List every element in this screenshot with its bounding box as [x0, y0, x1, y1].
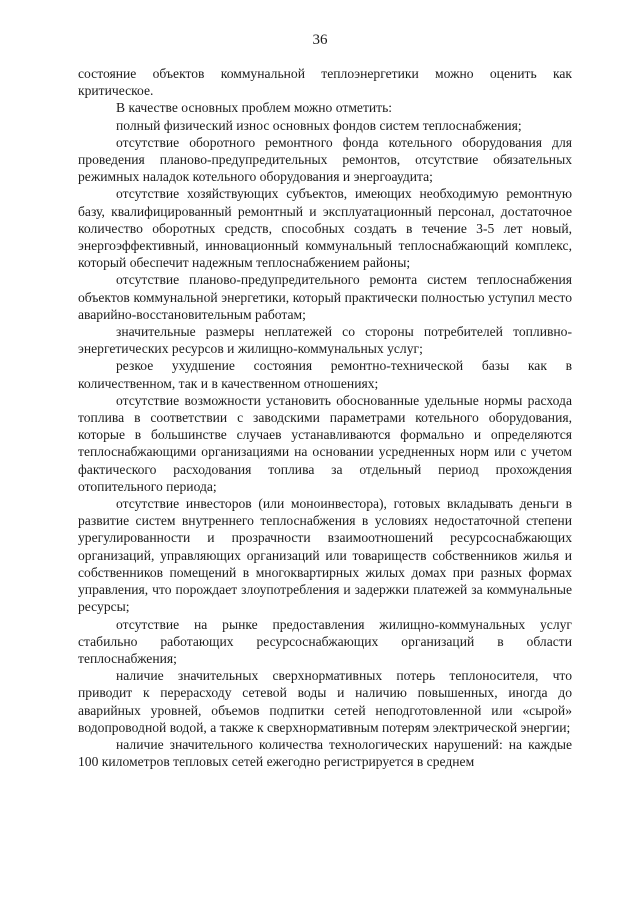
paragraph-problem-item: отсутствие хозяйствующих субъектов, имеющих необходимую ремонтную базу, квалифицированный ремонтный и эксплуатационный персонал, достаточное количество оборотных средств, способных создать в течение 3-5 лет новый, энергоэффективный, инновационный коммунальный теплоснабжающий комплекс, который обеспечит надежным теплоснабжением районы; [78, 186, 572, 271]
paragraph-problem-item: отсутствие на рынке предоставления жилищно-коммунальных услуг стабильно работающих ресурсоснабжающих организаций в области теплоснабжения; [78, 616, 572, 666]
page-number: 36 [312, 32, 328, 48]
paragraph-problem-item: наличие значительных сверхнормативных потерь теплоносителя, что приводит к перерасходу сетевой воды и наличию повышенных, иногда до аварийных уровней, объемов подпитки сетей неподготовленной или «сырой» водопроводной водой, а также к сверхнормативным потерям электрической энергии; [78, 668, 572, 735]
paragraph-problem-item: отсутствие возможности установить обоснованные удельные нормы расхода топлива в соответствии с заводскими параметрами котельного оборудования, которые в большинстве случаев устанавливаются формально и определяются теплоснабжающими организациями на основании усредненных норм или с учетом фактического расходования топлива за отдельный период прохождения отопительного периода; [78, 392, 572, 494]
paragraph-intro-continuation: состояние объектов коммунальной теплоэнергетики можно оценить как критическое. [78, 66, 572, 99]
paragraph-problem-item: отсутствие инвесторов (или моноинвестора), готовых вкладывать деньги в развитие систем внутреннего теплоснабжения в условиях недостаточной степени урегулированности и прозрачности взаимоотношений ресурсоснабжающих организаций, управляющих организаций или товариществ собственников жилья и собственников помещений в многоквартирных жилых домах при разных формах управления, что порождает злоупотребления и задержки платежей за коммунальные ресурсы; [78, 496, 572, 615]
paragraph-problem-item: отсутствие планово-предупредительного ремонта систем теплоснабжения объектов коммунальной энергетики, который практически полностью уступил место аварийно-восстановительным работам; [78, 272, 572, 322]
paragraph-problem-item: наличие значительного количества технологических нарушений: на каждые 100 километров тепловых сетей ежегодно регистрируется в среднем [78, 736, 572, 770]
paragraph-problem-item: полный физический износ основных фондов систем теплоснабжения; [116, 117, 522, 133]
paragraph-problem-item: резкое ухудшение состояния ремонтно-технической базы как в количественном, так и в качественном отношениях; [78, 358, 572, 391]
paragraph-problems-heading: В качестве основных проблем можно отметить: [116, 100, 393, 116]
paragraph-problem-item: значительные размеры неплатежей со стороны потребителей топливно-энергетических ресурсов и жилищно-коммунальных услуг; [78, 324, 572, 357]
paragraph-problem-item: отсутствие оборотного ремонтного фонда котельного оборудования для проведения планово-предупредительных ремонтов, отсутствие обязательных режимных наладок котельного оборудования и энергоаудита; [78, 134, 572, 185]
document-body [78, 65, 572, 770]
